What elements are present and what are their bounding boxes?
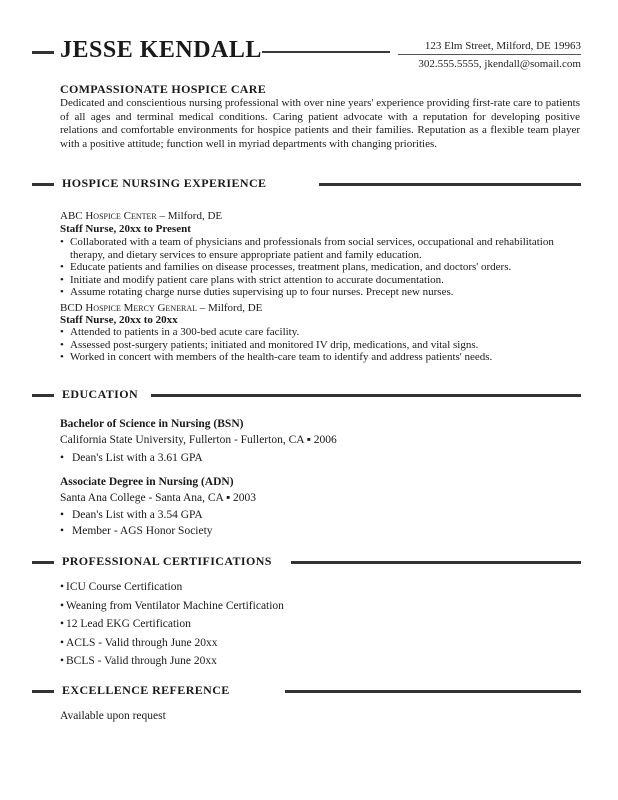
summary-title: COMPASSIONATE HOSPICE CARE [60,82,267,96]
list-item: • ACLS - Valid through June 20xx [60,634,284,653]
list-item: • Assume rotating charge nurse duties supervising up to four nurses. Precept new nurses. [60,286,580,299]
list-item: • Dean's List with a 3.61 GPA [60,450,203,466]
list-item: • Initiate and modify patient care plans with strict attention to accurate documentation. [60,274,580,287]
degree-title: Bachelor of Science in Nursing (BSN) [60,418,244,430]
employer-line [60,210,222,222]
header-rule-right [262,51,390,53]
list-item: • Worked in concert with members of the health-care team to identify and address patients' needs. [60,351,580,364]
list-item: • Member - AGS Honor Society [60,523,213,539]
section-heading-reference [0,683,618,699]
reference-text: Available upon request [60,710,166,722]
list-item: • ICU Course Certification [60,578,284,597]
section-bar-left [32,561,54,564]
section-bar-left [32,690,54,693]
employer-location: – Milford, DE [156,210,223,222]
certification-list [60,578,284,671]
section-bar-left [32,394,54,397]
list-item: • Assessed post-surgery patients; initiated and monitored IV drip, medications, and vital signs. [60,339,580,352]
employer-line [60,302,262,314]
employer-name: ABC Hospice Center [60,210,157,222]
list-item: • Collaborated with a team of physicians and professionals from social services, occupational and rehabilitation therapy, and dietary services to ensure appropriate patient and family education. [60,236,580,261]
school-line: California State University, Fullerton - Fullerton, CA ▪ 2006 [60,434,337,446]
job-bullets [60,236,580,299]
job-bullets [60,326,580,364]
section-bar-left [32,183,54,186]
section-bar-right [285,690,581,693]
degree-bullets [60,507,213,539]
section-heading-education [0,387,618,403]
section-bar-right [319,183,581,186]
candidate-name: JESSE KENDALL [60,37,262,63]
school-line: Santa Ana College - Santa Ana, CA ▪ 2003 [60,492,257,504]
section-bar-right [151,394,581,397]
list-item: • Weaning from Ventilator Machine Certification [60,597,284,616]
section-bar-right [291,561,581,564]
section-label: EXCELLENCE REFERENCE [62,683,230,697]
section-label: EDUCATION [62,387,139,401]
section-label: HOSPICE NURSING EXPERIENCE [62,176,267,190]
degree-title: Associate Degree in Nursing (ADN) [60,476,234,488]
contact-address: 123 Elm Street, Milford, DE 19963 [424,40,581,52]
section-heading-experience [0,176,618,192]
list-item: • 12 Lead EKG Certification [60,615,284,634]
degree-bullets [60,450,203,466]
contact-phone-email: 302.555.5555, jkendall@somail.com [418,58,581,70]
employer-name: BCD Hospice Mercy General [60,302,197,314]
job-role: Staff Nurse, 20xx to Present [60,223,191,235]
summary-text: Dedicated and conscientious nursing professional with over nine years' experience providing first-rate care to patients of all ages and terminal medical conditions. Caring patient advocate with a reputation for developing positive relations and comfortable environments for hospice patients and their families. Reputation as a flexible team player with a positive attitude; function well in myriad departments with changing priorities. [60,97,580,150]
list-item: • Educate patients and families on disease processes, treatment plans, medication, and doctors' orders. [60,261,580,274]
employer-location: – Milford, DE [197,302,263,314]
list-item: • BCLS - Valid through June 20xx [60,652,284,671]
list-item: • Dean's List with a 3.54 GPA [60,507,213,523]
list-item: • Attended to patients in a 300-bed acute care facility. [60,326,580,339]
contact-divider [398,54,581,55]
header-rule-left [32,51,54,54]
job-role: Staff Nurse, 20xx to 20xx [60,314,178,326]
section-label: PROFESSIONAL CERTIFICATIONS [62,554,272,568]
section-heading-certifications [0,554,618,570]
